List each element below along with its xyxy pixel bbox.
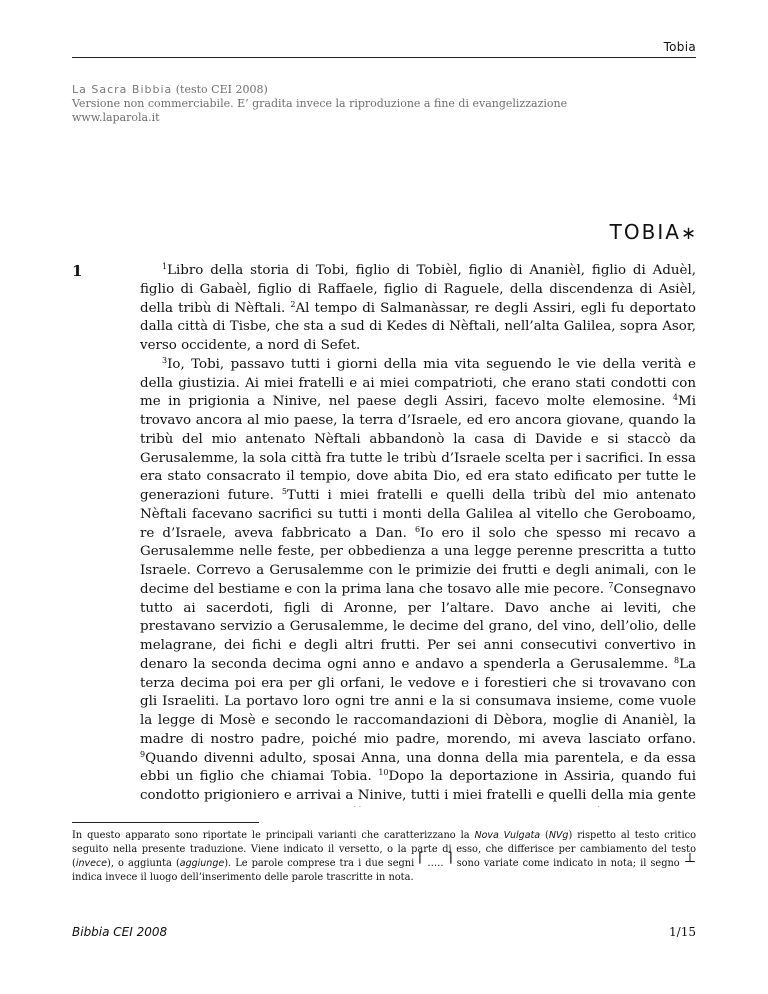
footer-title: Bibbia CEI 2008 bbox=[72, 925, 168, 939]
chapter-number: 1 bbox=[72, 262, 83, 280]
verse-text: La terza decima poi era per gli orfani, le vedove e i forestieri che si trovavano con gli Israeliti. La portavo loro ogni tre anni e la si consumava insieme, come vuole la legge di Mosè e secondo le raccomandazioni di Dèbora, moglie di Ananièl, la madre di nostro padre, poiché mio padre, morendo, mi aveva lasciato orfano. bbox=[140, 656, 696, 747]
header-rule bbox=[72, 57, 696, 58]
verse-text: Libro della storia di Tobi, figlio di Tobièl, figlio di Ananièl, figlio di Aduèl, figlio di Gabaèl, figlio di Raffaele, figlio di Raguele, della discendenza di Asièl, della tribù di Nèftali. bbox=[140, 263, 696, 316]
running-header: Tobia bbox=[663, 40, 696, 54]
verse-number: 3 bbox=[162, 355, 168, 365]
footnote-text: sono variate come indicato in nota; il segno bbox=[452, 858, 684, 869]
edition-note: (testo CEI 2008) bbox=[172, 83, 268, 96]
edition-name: La Sacra Bibbia bbox=[72, 83, 173, 96]
paragraph-2 bbox=[140, 356, 696, 807]
verse-text: Io, Tobi, passavo tutti i giorni della mia vita seguendo le vie della verità e della giustizia. Ai miei fratelli e ai miei compatrioti, che erano stati condotti con me in prigionia a Ninive, nel paese degli Assiri, facevo molte elemosine. bbox=[140, 356, 696, 410]
source-edition-line bbox=[72, 83, 696, 97]
source-info bbox=[72, 83, 696, 125]
verse-number: 4 bbox=[672, 393, 678, 403]
footnote-term: aggiunge bbox=[179, 858, 225, 869]
verse-number: 7 bbox=[608, 580, 614, 590]
footnote-text: ), o aggiunta ( bbox=[107, 858, 180, 869]
footnote-text: ). Le parole comprese tra i due segni bbox=[224, 858, 419, 869]
verse-number: 9 bbox=[140, 749, 146, 759]
footnote-text: ) rispetto al testo critico seguito nella presente traduzione. Viene indicato il versetto, o la parte di esso, che differisce per cambiamento del testo ( bbox=[72, 830, 696, 869]
chapter-text bbox=[140, 262, 696, 807]
verse-text: Dopo la deportazione in Assiria, quando fui condotto prigioniero e arrivai a Ninive, tutti i miei fratelli e quelli della mia gente bbox=[140, 769, 696, 803]
footnote-text: In questo apparato sono riportate le principali varianti che caratterizzano la bbox=[72, 830, 475, 841]
close-sign-icon: ⌉ bbox=[447, 851, 453, 866]
source-url: www.laparola.it bbox=[72, 111, 160, 124]
verse-number: 6 bbox=[414, 524, 421, 534]
license-note: Versione non commerciabile. E’ gradita invece la riproduzione a fine di evangelizzazione bbox=[72, 97, 568, 110]
verse-number: 1 bbox=[162, 262, 168, 271]
footnote bbox=[72, 829, 696, 885]
verse-text: Consegnavo tutto ai sacerdoti, figli di Aronne, per l’altare. Davo anche ai leviti, che prestavano servizio a Gerusalemme, le decime del grano, del vino, dell’olio, delle melagrane, dei fichi e degli altri frutti. Per sei anni consecutivi convertivo in denaro la seconda decima ogni anno e andavo a spenderla a Gerusalemme. bbox=[140, 581, 696, 672]
verse-number: 2 bbox=[290, 299, 296, 309]
footnote-rule bbox=[72, 822, 259, 823]
verse-text: Mi trovavo ancora al mio paese, la terra d’Israele, ed ero ancora giovane, quando la tribù del mio antenato Nèftali abbandonò la casa di Davide e si staccò da Gerusalemme, la sola città fra tutte le tribù d’Israele scelta per i sacrifici. In essa era stato consacrato il tempio, dove abita Dio, ed era stato edificato per tutte le generazioni future. bbox=[140, 394, 696, 503]
verse-number: 10 bbox=[378, 768, 389, 778]
verse-number: 5 bbox=[281, 487, 287, 496]
verse-text: Io ero il solo che spesso mi recavo a Gerusalemme nelle feste, per obbedienza a una legge perenne prescritta a tutto Israele. Correvo a Gerusalemme con le primizie dei frutti e degli animali, con le decime del bestiame e con la prima lana che tosavo alle mie pecore. bbox=[140, 525, 696, 597]
book-title bbox=[72, 220, 696, 244]
verse-text: Al tempo di Salmanàssar, re degli Assiri, egli fu deportato dalla città di Tisbe, che sta a sud di Kedes di Nèftali, nell’alta Galilea, sopra Asor, verso occidente, a nord di Sefet. bbox=[140, 300, 696, 353]
verse-number bbox=[352, 806, 362, 807]
open-sign-icon: ⌈ bbox=[418, 851, 424, 866]
insert-sign-icon: ⊥ bbox=[683, 851, 696, 866]
footnote-term: NVg bbox=[548, 830, 569, 841]
verse-text: Tutti i miei fratelli e quelli della tribù del mio antenato Nèftali facevano sacrifici su tutti i monti della Galilea al vitello che Geroboamo, re d’Israele, aveva fabbricato a Dan. bbox=[140, 488, 696, 541]
verse-number: 8 bbox=[674, 655, 680, 665]
book-title-text: TOBIA bbox=[609, 220, 681, 244]
verse-text: Quando divenni adulto, sposai Anna, una donna della mia parentela, e da essa ebbi un figlio che chiamai Tobia. bbox=[140, 750, 696, 785]
footnote-mark: ∗ bbox=[680, 223, 696, 244]
footnote-text: indica invece il luogo dell’inserimento delle parole trascritte in nota. bbox=[72, 872, 414, 883]
paragraph-1 bbox=[140, 262, 696, 356]
footnote-text: ….. bbox=[423, 858, 448, 869]
footnote-term: invece bbox=[75, 858, 108, 869]
footnote-term: Nova Vulgata bbox=[474, 830, 541, 841]
page-number: 1/15 bbox=[669, 925, 696, 939]
footnote-text: ( bbox=[540, 830, 549, 841]
verse-number bbox=[596, 806, 606, 807]
